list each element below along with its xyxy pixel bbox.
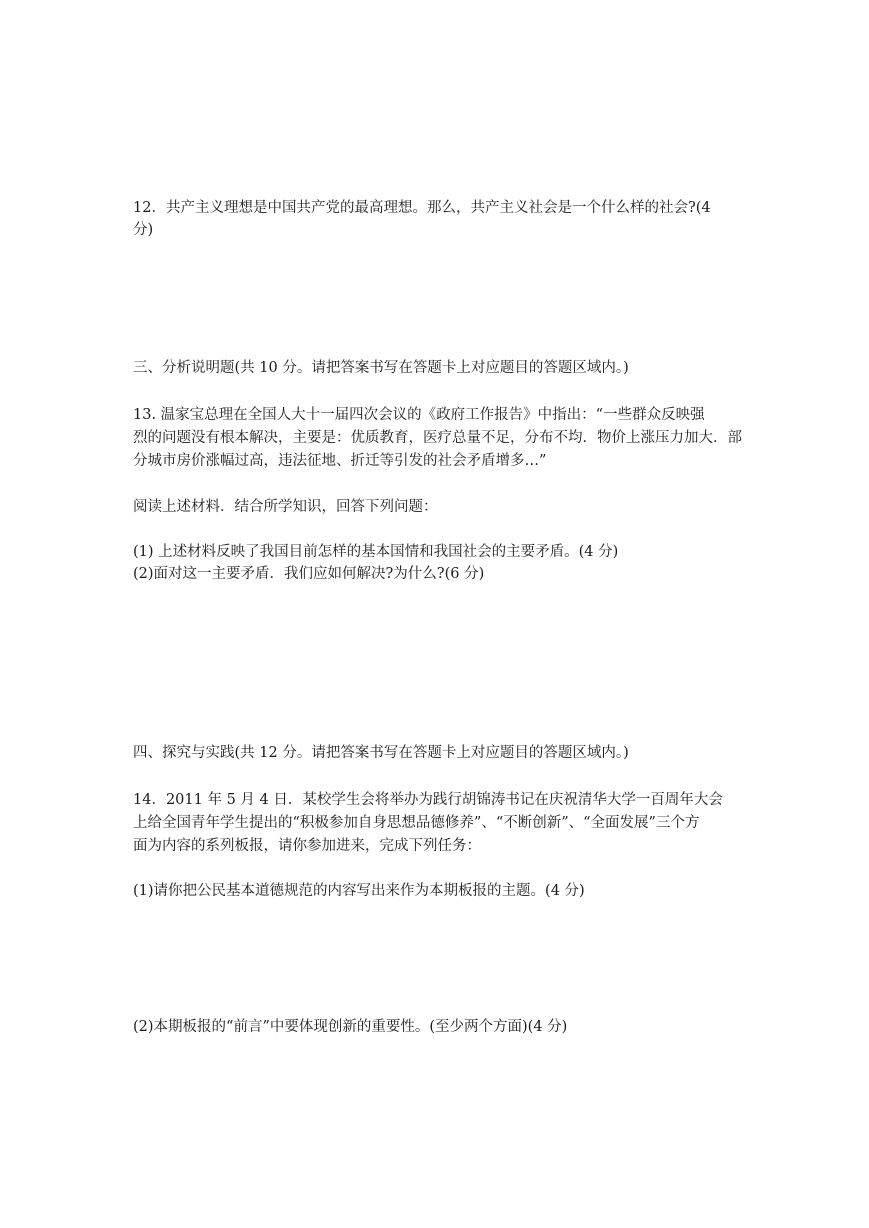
q14-sub-2: (2)本期板报的“前言”中要体现创新的重要性。(至少两个方面)(4 分) (133, 1019, 568, 1035)
q12-line-2: 分) (133, 222, 154, 238)
q14-line-3: 面为内容的系列板报，请你参加进来，完成下列任务： (133, 838, 481, 854)
q13-sub-2: (2)面对这一主要矛盾．我们应如何解决?为什么?(6 分) (133, 566, 485, 582)
q13-line-2: 烈的问题没有根本解决，主要是：优质教育，医疗总量不足，分布不均．物价上涨压力加大．部 (133, 430, 742, 446)
q14-line-2: 上给全国青年学生提出的“积极参加自身思想品德修养”、“不断创新”、“全面发展”三个方 (133, 815, 700, 831)
q13-instruction: 阅读上述材料．结合所学知识，回答下列问题： (133, 499, 438, 515)
q12-line-1: 12．共产主义理想是中国共产党的最高理想。那么，共产主义社会是一个什么样的社会?(4 (133, 200, 711, 216)
q13-line-3: 分城市房价涨幅过高，违法征地、折迁等引发的社会矛盾增多…” (133, 453, 547, 469)
section-3-heading: 三、分析说明题(共 10 分。请把答案书写在答题卡上对应题目的答题区域内。) (133, 360, 629, 376)
section-4-heading: 四、探究与实践(共 12 分。请把答案书写在答题卡上对应题目的答题区域内。) (133, 745, 629, 761)
q13-line-1: 13. 温家宝总理在全国人大十一届四次会议的《政府工作报告》中指出：“一些群众反映强 (133, 407, 705, 423)
q14-line-1: 14．2011 年 5 月 4 日．某校学生会将举办为践行胡锦涛书记在庆祝清华大学一百周年大会 (133, 792, 723, 808)
q13-sub-1: (1) 上述材料反映了我国目前怎样的基本国情和我国社会的主要矛盾。(4 分) (133, 544, 619, 560)
q14-sub-1: (1)请你把公民基本道德规范的内容写出来作为本期板报的主题。(4 分) (133, 883, 585, 899)
